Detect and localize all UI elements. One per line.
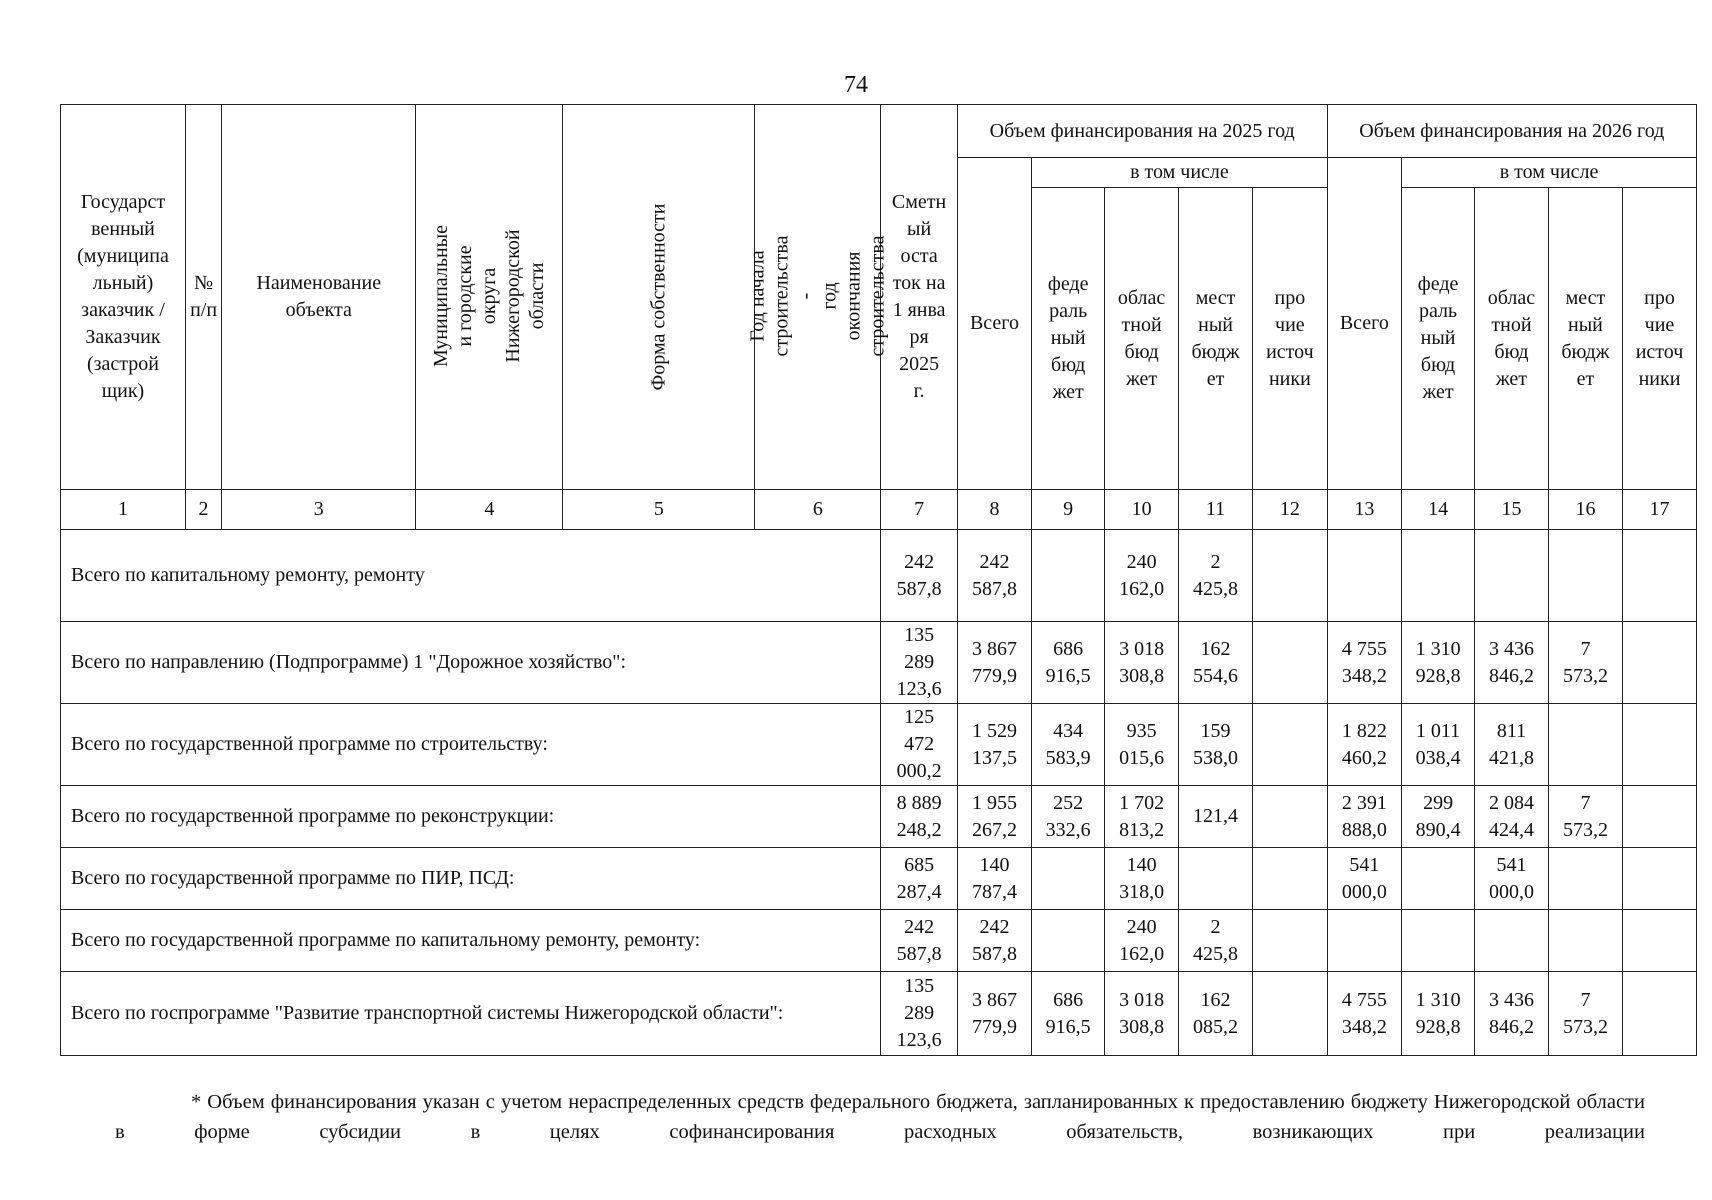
table-cell: 240 162,0 <box>1105 530 1179 622</box>
col-number: 16 <box>1548 490 1622 530</box>
col-number: 4 <box>416 490 563 530</box>
table-row <box>61 622 1697 704</box>
table-row <box>61 530 1697 622</box>
table-cell <box>1475 910 1549 972</box>
header-local-2025: мест ный бюдж ет <box>1179 188 1253 490</box>
table-cell <box>1253 786 1328 848</box>
table-row <box>61 972 1697 1056</box>
table-cell: 252 332,6 <box>1032 786 1105 848</box>
table-cell: 140 318,0 <box>1105 848 1179 910</box>
table-cell: 7 573,2 <box>1548 786 1622 848</box>
table-cell: 541 000,0 <box>1475 848 1549 910</box>
table-cell <box>1032 530 1105 622</box>
col-number: 3 <box>222 490 416 530</box>
header-total-2026: Всего <box>1327 158 1401 490</box>
header-districts-text: Муниципальные и городские округа Нижегородской области <box>430 225 549 367</box>
header-number: № п/п <box>185 105 221 490</box>
col-number: 1 <box>61 490 186 530</box>
table-cell: 299 890,4 <box>1402 786 1475 848</box>
table-cell: 541 000,0 <box>1327 848 1401 910</box>
row-label: Всего по государственной программе по капитальному ремонту, ремонту: <box>61 910 881 972</box>
table-cell: 135 289 123,6 <box>881 972 957 1056</box>
table-cell: 162 085,2 <box>1179 972 1253 1056</box>
table-cell: 3 436 846,2 <box>1475 622 1549 704</box>
header-years-text: Год начала строительства - год окончания строительства <box>746 235 889 357</box>
header-including-2025: в том числе <box>1032 158 1327 188</box>
table-cell: 240 162,0 <box>1105 910 1179 972</box>
row-label: Всего по капитальному ремонту, ремонту <box>61 530 881 622</box>
row-label: Всего по госпрограмме "Развитие транспортной системы Нижегородской области": <box>61 972 881 1056</box>
header-ownership-text: Форма собственности <box>647 203 670 390</box>
page-number: 74 <box>844 72 868 98</box>
table-cell: 162 554,6 <box>1179 622 1253 704</box>
col-number: 11 <box>1179 490 1253 530</box>
table-cell <box>1327 910 1401 972</box>
table-cell <box>1622 910 1696 972</box>
col-number: 9 <box>1032 490 1105 530</box>
table-cell <box>1622 530 1696 622</box>
row-label: Всего по государственной программе по ПИР, ПСД: <box>61 848 881 910</box>
table-cell: 686 916,5 <box>1032 622 1105 704</box>
table-cell <box>1475 530 1549 622</box>
col-number: 13 <box>1327 490 1401 530</box>
table-cell <box>1548 848 1622 910</box>
table-cell: 242 587,8 <box>957 910 1031 972</box>
table-cell <box>1622 972 1696 1056</box>
table-cell: 242 587,8 <box>957 530 1031 622</box>
table-cell: 3 867 779,9 <box>957 622 1031 704</box>
table-cell <box>1622 622 1696 704</box>
table-body <box>61 530 1697 1056</box>
header-local-2026: мест ный бюдж ет <box>1548 188 1622 490</box>
table-cell <box>1548 910 1622 972</box>
header-regional-2025: облас тной бюд жет <box>1105 188 1179 490</box>
table-cell: 1 011 038,4 <box>1402 704 1475 786</box>
col-number: 2 <box>185 490 221 530</box>
header-districts <box>416 105 563 490</box>
table-row <box>61 704 1697 786</box>
table-cell <box>1402 848 1475 910</box>
table-cell: 685 287,4 <box>881 848 957 910</box>
row-label: Всего по направлению (Подпрограмме) 1 "Дорожное хозяйство": <box>61 622 881 704</box>
table-cell <box>1253 704 1328 786</box>
table-cell <box>1253 530 1328 622</box>
header-fin-2025: Объем финансирования на 2025 год <box>957 105 1327 158</box>
table-cell <box>1548 704 1622 786</box>
table-cell: 7 573,2 <box>1548 622 1622 704</box>
header-other-2026: про чие источ ники <box>1622 188 1696 490</box>
footnote: * Объем финансирования указан с учетом нераспределенных средств федерального бюджета, запланированных к предоставлению бюджету Нижегородской области в форме субсидии в целях софинансирования расходных обязательств, возникающих при реализации <box>115 1091 1645 1143</box>
col-number: 12 <box>1253 490 1328 530</box>
table-cell <box>1253 910 1328 972</box>
table-cell <box>1622 786 1696 848</box>
table-cell: 2 084 424,4 <box>1475 786 1549 848</box>
table-cell: 125 472 000,2 <box>881 704 957 786</box>
table-cell <box>1253 848 1328 910</box>
table-cell: 1 955 267,2 <box>957 786 1031 848</box>
header-other-2025: про чие источ ники <box>1253 188 1328 490</box>
table-cell: 3 018 308,8 <box>1105 622 1179 704</box>
table-cell: 7 573,2 <box>1548 972 1622 1056</box>
table-row <box>61 910 1697 972</box>
table-cell: 2 425,8 <box>1179 530 1253 622</box>
table-cell <box>1179 848 1253 910</box>
table-cell <box>1032 848 1105 910</box>
header-regional-2026: облас тной бюд жет <box>1475 188 1549 490</box>
table-cell: 1 822 460,2 <box>1327 704 1401 786</box>
header-years <box>746 105 889 490</box>
financing-table <box>60 104 1697 1056</box>
table-cell <box>1032 910 1105 972</box>
table-cell: 140 787,4 <box>957 848 1031 910</box>
table-cell: 135 289 123,6 <box>881 622 957 704</box>
table-cell: 935 015,6 <box>1105 704 1179 786</box>
table-cell <box>1622 848 1696 910</box>
col-number: 14 <box>1402 490 1475 530</box>
header-ownership <box>563 105 755 490</box>
table-cell: 1 702 813,2 <box>1105 786 1179 848</box>
table-cell: 1 529 137,5 <box>957 704 1031 786</box>
col-number: 10 <box>1105 490 1179 530</box>
col-number: 17 <box>1622 490 1696 530</box>
col-number: 5 <box>563 490 755 530</box>
table-cell: 1 310 928,8 <box>1402 972 1475 1056</box>
table-cell: 3 867 779,9 <box>957 972 1031 1056</box>
table-cell <box>1622 704 1696 786</box>
col-number: 7 <box>881 490 957 530</box>
header-federal-2025: феде раль ный бюд жет <box>1032 188 1105 490</box>
table-cell: 686 916,5 <box>1032 972 1105 1056</box>
table-row <box>61 848 1697 910</box>
column-number-row <box>61 490 1697 530</box>
table-cell: 4 755 348,2 <box>1327 622 1401 704</box>
table-cell: 8 889 248,2 <box>881 786 957 848</box>
table-cell: 434 583,9 <box>1032 704 1105 786</box>
table-cell <box>1327 530 1401 622</box>
table-cell: 2 391 888,0 <box>1327 786 1401 848</box>
table-cell: 1 310 928,8 <box>1402 622 1475 704</box>
header-estimate: Сметн ый оста ток на 1 янва ря 2025 г. <box>881 105 957 490</box>
header-customer: Государст венный (муниципа льный) заказчик / Заказчик (застрой щик) <box>61 105 186 490</box>
table-cell: 242 587,8 <box>881 910 957 972</box>
table-cell <box>1253 972 1328 1056</box>
table-cell: 2 425,8 <box>1179 910 1253 972</box>
col-number: 6 <box>755 490 881 530</box>
row-label: Всего по государственной программе по строительству: <box>61 704 881 786</box>
col-number: 15 <box>1475 490 1549 530</box>
table-cell <box>1548 530 1622 622</box>
header-federal-2026: феде раль ный бюд жет <box>1402 188 1475 490</box>
table-cell <box>1402 530 1475 622</box>
table-row <box>61 786 1697 848</box>
header-object-name: Наименование объекта <box>222 105 416 490</box>
table-cell: 121,4 <box>1179 786 1253 848</box>
table-cell: 242 587,8 <box>881 530 957 622</box>
header-including-2026: в том числе <box>1402 158 1697 188</box>
row-label: Всего по государственной программе по реконструкции: <box>61 786 881 848</box>
table-cell: 3 436 846,2 <box>1475 972 1549 1056</box>
header-total-2025: Всего <box>957 158 1031 490</box>
table-cell <box>1253 622 1328 704</box>
col-number: 8 <box>957 490 1031 530</box>
table-cell <box>1402 910 1475 972</box>
table-cell: 3 018 308,8 <box>1105 972 1179 1056</box>
table-cell: 159 538,0 <box>1179 704 1253 786</box>
table-cell: 811 421,8 <box>1475 704 1549 786</box>
header-fin-2026: Объем финансирования на 2026 год <box>1327 105 1696 158</box>
table-cell: 4 755 348,2 <box>1327 972 1401 1056</box>
